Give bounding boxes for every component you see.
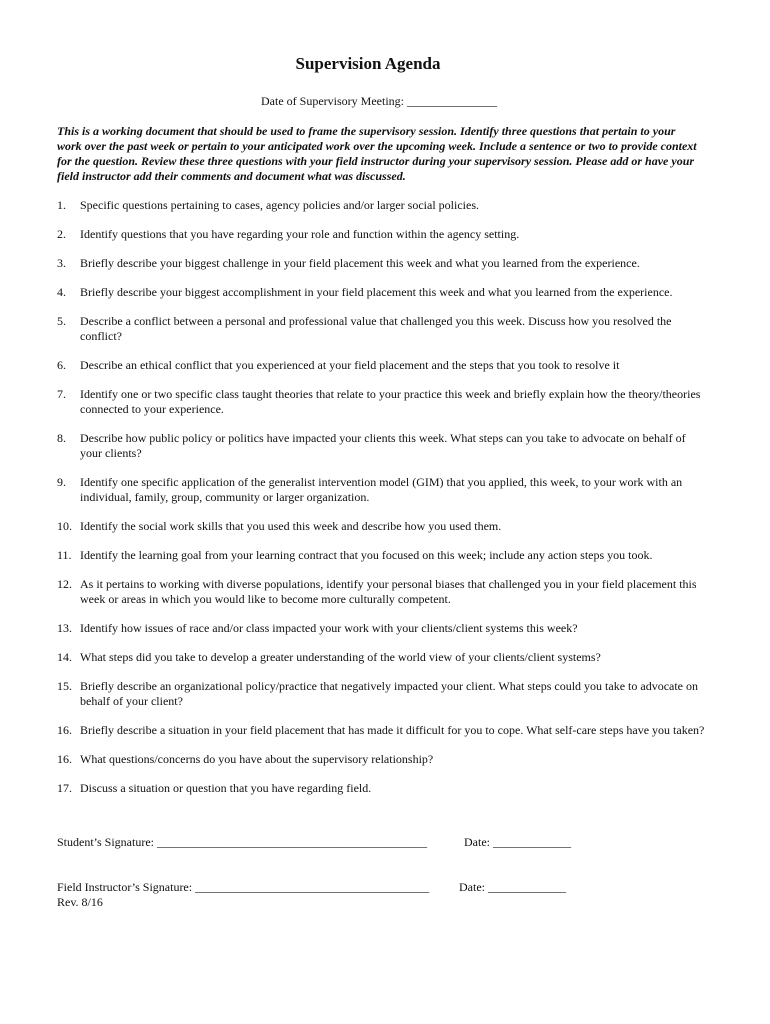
question-number: 1.: [57, 198, 66, 212]
question-text: Identify one or two specific class taught theories that relate to your practice this week and briefly explain how the theory/theories connected to your experience.: [80, 387, 701, 416]
question-text: Briefly describe a situation in your field placement that has made it difficult for you to cope. What self-care steps have you taken?: [80, 723, 705, 737]
revision-note: Rev. 8/16: [57, 895, 103, 909]
question-item: [57, 227, 707, 242]
question-item: [57, 256, 707, 271]
question-text: Discuss a situation or question that you have regarding field.: [80, 781, 372, 795]
question-number: 16.: [57, 723, 72, 737]
question-number: 10.: [57, 519, 72, 533]
question-text: Describe a conflict between a personal and professional value that challenged you this week. Discuss how you resolved the conflict?: [80, 314, 672, 343]
question-item: [57, 431, 707, 461]
question-text: Identify the learning goal from your learning contract that you focused on this week; include any action steps you took.: [80, 548, 653, 562]
question-number: 11.: [57, 548, 72, 562]
question-text: Describe an ethical conflict that you experienced at your field placement and the steps that you took to resolve it: [80, 358, 620, 372]
question-number: 15.: [57, 679, 72, 693]
question-text: Identify one specific application of the generalist intervention model (GIM) that you applied, this week, to your work with an individual, family, group, community or larger organization.: [80, 475, 683, 504]
instructor-signature-line: Field Instructor’s Signature: _______________________________________: [57, 880, 430, 894]
question-item: [57, 679, 707, 709]
question-list: [57, 198, 707, 810]
question-number: 6.: [57, 358, 66, 372]
instructor-date-line: Date: _____________: [459, 880, 566, 894]
question-item: [57, 781, 707, 796]
question-item: [57, 577, 707, 607]
intro-paragraph: This is a working document that should be used to frame the supervisory session. Identify three questions that pertain to your work over the past week or pertain to your anticipated work over the upcoming week. Include a sentence or two to provide context for the question. Review these three questions with your field instructor during your supervisory session. Please add or have your field instructor add their comments and document what was discussed.: [57, 124, 697, 183]
student-signature-line: Student’s Signature: _____________________________________________: [57, 835, 427, 849]
question-item: [57, 198, 707, 213]
question-item: [57, 285, 707, 300]
question-number: 16.: [57, 752, 72, 766]
student-date-line: Date: _____________: [464, 835, 571, 849]
question-text: Identify questions that you have regarding your role and function within the agency setting.: [80, 227, 520, 241]
question-text: What questions/concerns do you have about the supervisory relationship?: [80, 752, 434, 766]
question-item: [57, 358, 707, 373]
question-number: 3.: [57, 256, 66, 270]
question-text: Briefly describe an organizational policy/practice that negatively impacted your client. What steps could you take to advocate on behalf of your client?: [80, 679, 699, 708]
question-number: 4.: [57, 285, 66, 299]
question-text: What steps did you take to develop a greater understanding of the world view of your clients/client systems?: [80, 650, 601, 664]
document-title: Supervision Agenda: [295, 54, 441, 73]
question-item: [57, 650, 707, 665]
question-number: 9.: [57, 475, 66, 489]
question-number: 5.: [57, 314, 66, 328]
question-text: Briefly describe your biggest challenge in your field placement this week and what you learned from the experience.: [80, 256, 640, 270]
question-item: [57, 475, 707, 505]
question-item: [57, 752, 707, 767]
question-number: 17.: [57, 781, 72, 795]
question-number: 7.: [57, 387, 66, 401]
question-text: Identify how issues of race and/or class impacted your work with your clients/client systems this week?: [80, 621, 578, 635]
question-text: Identify the social work skills that you used this week and describe how you used them.: [80, 519, 502, 533]
question-number: 14.: [57, 650, 72, 664]
question-item: [57, 519, 707, 534]
question-text: Briefly describe your biggest accomplishment in your field placement this week and what you learned from the experience.: [80, 285, 673, 299]
instructor-signature-row: [57, 880, 566, 895]
question-item: [57, 548, 707, 563]
question-text: Describe how public policy or politics have impacted your clients this week. What steps can you take to advocate on behalf of your clients?: [80, 431, 686, 460]
question-text: As it pertains to working with diverse populations, identify your personal biases that challenged you in your field placement this week or areas in which you would like to become more culturally competent.: [80, 577, 697, 606]
question-number: 2.: [57, 227, 66, 241]
question-item: [57, 387, 707, 417]
question-item: [57, 621, 707, 636]
question-item: [57, 723, 707, 738]
question-number: 13.: [57, 621, 72, 635]
meeting-date-line: Date of Supervisory Meeting: _______________: [261, 94, 497, 108]
question-number: 8.: [57, 431, 66, 445]
question-number: 12.: [57, 577, 72, 591]
student-signature-row: [57, 835, 571, 850]
question-item: [57, 314, 707, 344]
question-text: Specific questions pertaining to cases, agency policies and/or larger social policies.: [80, 198, 479, 212]
